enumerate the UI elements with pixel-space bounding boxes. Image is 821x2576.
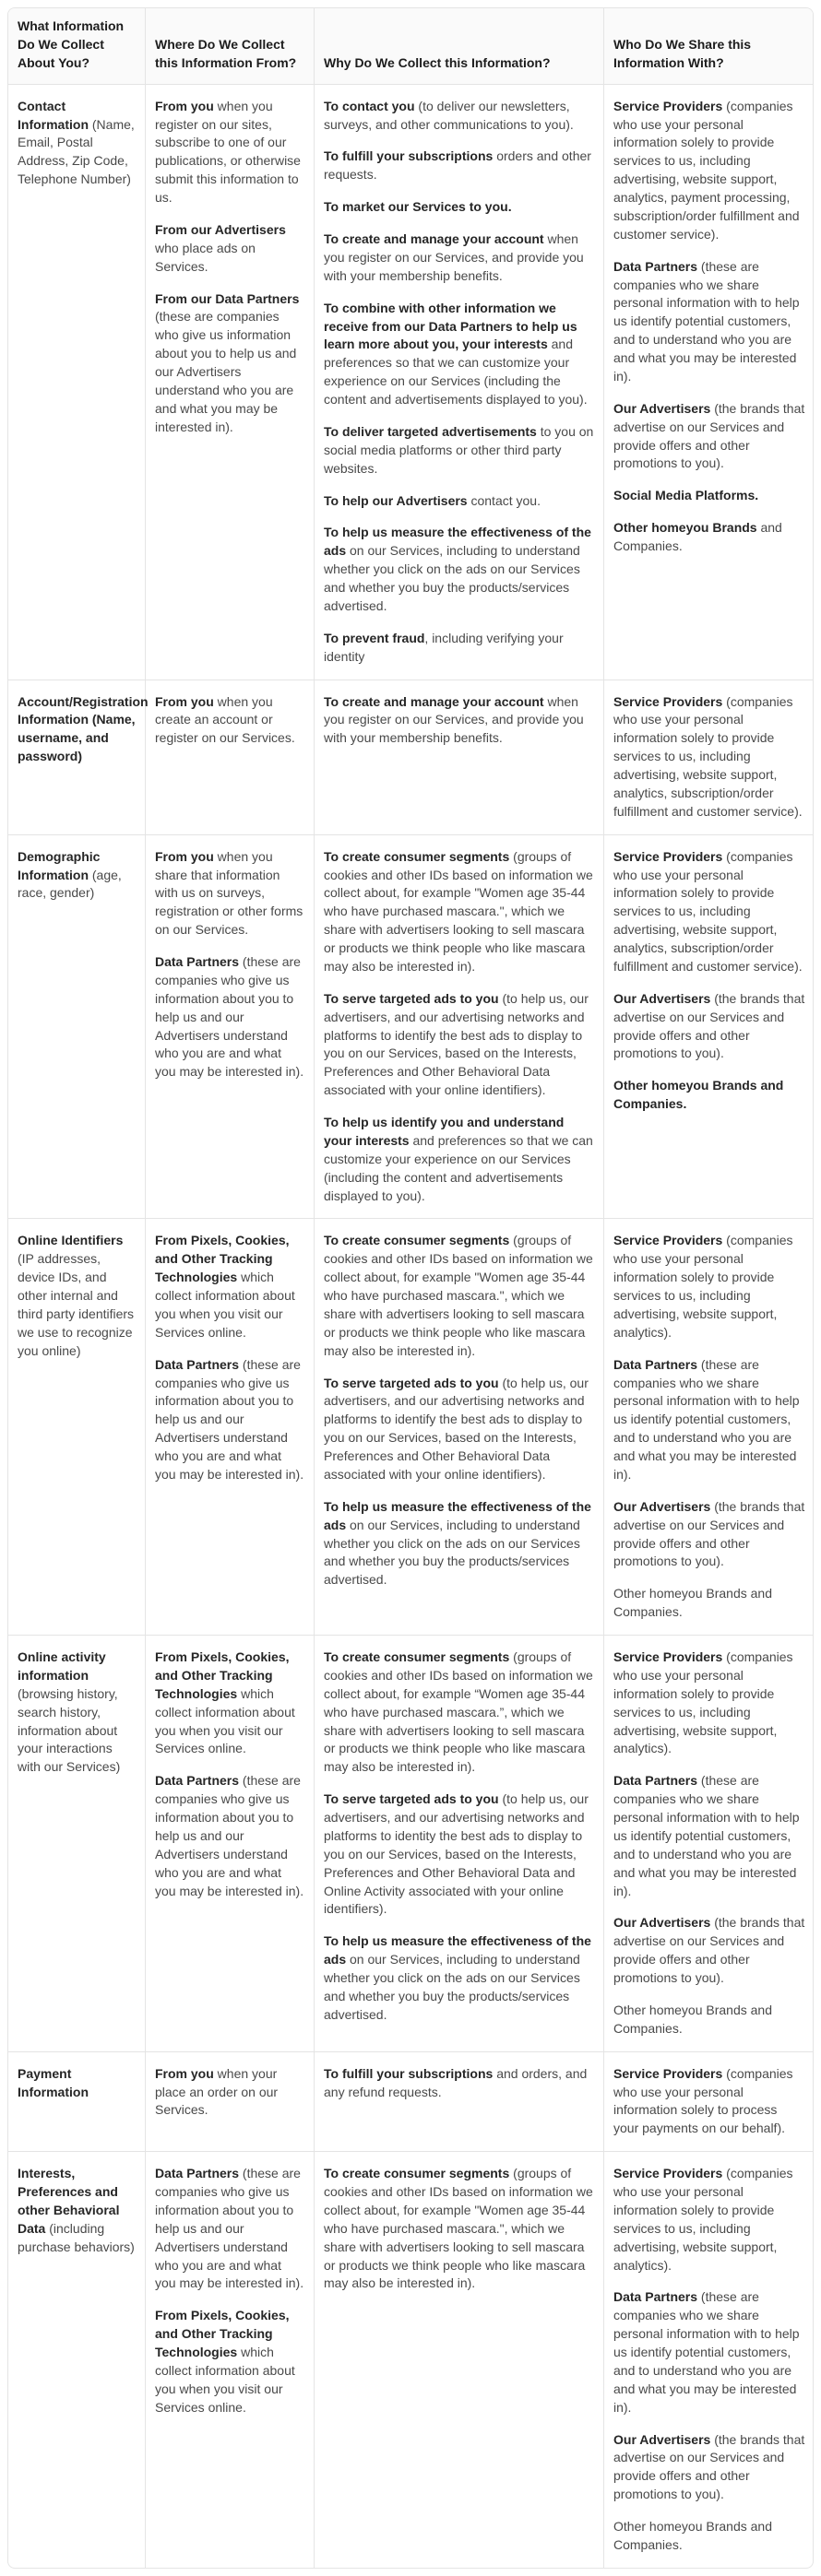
bold-text: Data Partners bbox=[613, 258, 698, 274]
paragraph: Service Providers (companies who use your personal information solely to provide services to us, including advertising, website support, analytics, subscription/order fulfillment and customer service). bbox=[613, 693, 803, 819]
bold-text: Social Media Platforms. bbox=[613, 488, 759, 503]
paragraph: Online Identifiers (IP addresses, device IDs, and other internal and third party identifiers we use to recognize you online) bbox=[18, 1233, 135, 1358]
bold-text: Other homeyou Brands and Companies. bbox=[613, 1078, 784, 1112]
bold-text: Data Partners bbox=[613, 1773, 698, 1789]
table-row bbox=[8, 680, 814, 835]
table-row bbox=[8, 85, 814, 680]
paragraph: To help us measure the effectiveness of the ads on our Services, including to understand whether you click on the ads on our Services and whether you buy the products/services advertised. bbox=[324, 525, 591, 613]
cell-why bbox=[314, 1219, 603, 1636]
paragraph: From you when you register on our sites, subscribe to one of our publications, or otherwise submit this information to us. bbox=[155, 98, 301, 205]
paragraph: Other homeyou Brands and Companies. bbox=[613, 1586, 772, 1620]
paragraph: To create and manage your account when you register on our Services, and provide you with your membership benefits. bbox=[324, 693, 584, 746]
cell-where bbox=[145, 2052, 314, 2153]
bold-text: From our Advertisers bbox=[155, 221, 286, 237]
bold-text: Data Partners bbox=[613, 1356, 698, 1372]
cell-why bbox=[314, 85, 603, 680]
bold-text: To fulfill your subscriptions bbox=[324, 2065, 494, 2081]
cell-why bbox=[314, 680, 603, 835]
cell-what bbox=[8, 2052, 145, 2153]
bold-text: Data Partners bbox=[155, 1356, 240, 1372]
paragraph: To create consumer segments (groups of cookies and other IDs based on information we collect about, for example "Women age 35-44 who have purchased mascara.", which we share with advertisers looking to sell mascara or products we think people who like mascara may also be interested in). bbox=[324, 2166, 593, 2291]
cell-where bbox=[145, 1636, 314, 2052]
bold-text: From Pixels, Cookies, and Other Tracking Technologies bbox=[155, 2308, 290, 2359]
bold-text: To fulfill your subscriptions bbox=[324, 148, 494, 164]
paragraph: Other homeyou Brands and Companies. bbox=[613, 2002, 772, 2036]
bold-text: To create consumer segments bbox=[324, 1649, 510, 1664]
header-where: Where Do We Collect this Information From? bbox=[145, 8, 314, 85]
cell-who bbox=[603, 835, 814, 1220]
cell-who bbox=[603, 2052, 814, 2153]
bold-text: To help us measure the effectiveness of the ads bbox=[324, 525, 591, 559]
paragraph: Demographic Information (age, race, gender) bbox=[18, 848, 122, 901]
cell-what bbox=[8, 680, 149, 835]
header-who: Who Do We Share this Information With? bbox=[603, 8, 814, 85]
paragraph: Service Providers (companies who use your personal information solely to provide services to us, including advertising, website support, analytics). bbox=[613, 1649, 793, 1756]
bold-text: To help us measure the effectiveness of the ads bbox=[324, 1498, 591, 1532]
paragraph: To create consumer segments (groups of cookies and other IDs based on information we collect about, for example "Women age 35-44 who have purchased mascara.", which we share with advertisers looking to sell mascara or products we think people who like mascara may also be interested in). bbox=[324, 848, 593, 974]
bold-text: Service Providers bbox=[613, 2166, 723, 2181]
paragraph bbox=[18, 2065, 136, 2102]
bold-text: From our Data Partners bbox=[155, 290, 300, 306]
bold-text: Data Partners bbox=[155, 2166, 240, 2181]
bold-text: To help our Advertisers bbox=[324, 492, 468, 508]
paragraph: To deliver targeted advertisements to you on social media platforms or other third party websites. bbox=[324, 423, 594, 476]
bold-text: Data Partners bbox=[155, 1773, 240, 1789]
bold-text: Online activity information bbox=[18, 1649, 106, 1683]
paragraph: To prevent fraud, including verifying your identity bbox=[324, 630, 564, 664]
bold-text: To serve targeted ads to you bbox=[324, 1375, 499, 1390]
bold-text: From you bbox=[155, 2065, 214, 2081]
paragraph: Data Partners (these are companies who give us information about you to help us and our Advertisers understand who you are and what you may be interested in). bbox=[155, 1773, 304, 1898]
paragraph: Data Partners (these are companies who we share personal information with to help us identify potential customers, and to understand who you are and what you may be interested in). bbox=[613, 1773, 800, 1898]
paragraph: To create and manage your account when you register on our Services, and provide you with your membership benefits. bbox=[324, 231, 584, 283]
bold-text: To deliver targeted advertisements bbox=[324, 423, 537, 439]
table-row bbox=[8, 2052, 814, 2153]
bold-text: Data Partners bbox=[613, 2289, 698, 2305]
cell-who bbox=[603, 1219, 814, 1636]
cell-who bbox=[603, 85, 814, 680]
paragraph: Other homeyou Brands and Companies. bbox=[613, 520, 782, 553]
paragraph: To serve targeted ads to you (to help us, our advertisers, and our advertising networks and platforms to identity the best ads to display to you on our Services, based on the Interests, Preferences and Other Behavioral Data and Online Activity associated with your online identifiers). bbox=[324, 1791, 589, 1917]
bold-text: To help us identify you and understand your interests bbox=[324, 1115, 565, 1148]
paragraph: Interests, Preferences and other Behavioral Data (including purchase behaviors) bbox=[18, 2166, 135, 2254]
paragraph: Data Partners (these are companies who give us information about you to help us and our Advertisers understand who you are and what you may be interested in). bbox=[155, 2166, 304, 2291]
cell-what bbox=[8, 835, 145, 1220]
bold-text: Service Providers bbox=[613, 2065, 723, 2081]
bold-text: To create consumer segments bbox=[324, 2166, 510, 2181]
cell-who bbox=[603, 1636, 814, 2052]
bold-text: From you bbox=[155, 848, 214, 864]
paragraph: Service Providers (companies who use your personal information solely to provide services to us, including advertising, website support, analytics, payment processing, subscription/order fulfillment and customer service). bbox=[613, 98, 800, 242]
paragraph: From our Advertisers who place ads on Services. bbox=[155, 221, 286, 274]
header-why: Why Do We Collect this Information? bbox=[314, 8, 603, 85]
paragraph: To create consumer segments (groups of cookies and other IDs based on information we collect about, for example “Women age 35-44 who have purchased mascara.”, which we share with advertisers looking to sell mascara or products we think people who like mascara may also be interested in). bbox=[324, 1649, 593, 1775]
paragraph bbox=[613, 1077, 805, 1114]
paragraph: Our Advertisers (the brands that advertise on our Services and provide offers and other promotions to you). bbox=[613, 2431, 805, 2502]
bold-text: Other homeyou Brands bbox=[613, 520, 757, 536]
paragraph bbox=[18, 693, 149, 767]
bold-text: To create consumer segments bbox=[324, 848, 510, 864]
bold-text: Our Advertisers bbox=[613, 2431, 711, 2447]
header-row bbox=[8, 8, 814, 85]
cell-where bbox=[145, 835, 314, 1220]
cell-who bbox=[603, 680, 814, 835]
bold-text: To create consumer segments bbox=[324, 1233, 510, 1248]
cell-who bbox=[603, 2152, 814, 2568]
bold-text: From you bbox=[155, 693, 214, 709]
bold-text: Account/Registration Information (Name, username, and password) bbox=[18, 693, 149, 764]
paragraph: Data Partners (these are companies who give us information about you to help us and our Advertisers understand who you are and what you may be interested in). bbox=[155, 954, 304, 1080]
cell-what bbox=[8, 1219, 145, 1636]
paragraph: To help us measure the effectiveness of the ads on our Services, including to understand whether you click on the ads on our Services and whether you buy the products/services advertised. bbox=[324, 1498, 591, 1588]
paragraph: To contact you (to deliver our newsletters, surveys, and other communications to you). bbox=[324, 98, 574, 132]
paragraph: Our Advertisers (the brands that advertise on our Services and provide offers and other promotions to you). bbox=[613, 990, 805, 1061]
cell-why bbox=[314, 2052, 603, 2153]
bold-text: Our Advertisers bbox=[613, 1498, 711, 1514]
table-row bbox=[8, 2152, 814, 2568]
privacy-table-card bbox=[7, 7, 814, 2569]
bold-text: Interests, Preferences and other Behavioral Data bbox=[18, 2166, 120, 2236]
paragraph: To serve targeted ads to you (to help us, our advertisers, and our advertising networks and platforms to identify the best ads to display to you on our Services, based on the Interests, Preferences and Other Behavioral Data associated with your online identifiers). bbox=[324, 1375, 589, 1482]
paragraph: To help us identify you and understand your interests and preferences so that we can customize your experience on our Services (including the content and advertisements displayed to you). bbox=[324, 1115, 593, 1203]
paragraph: Our Advertisers (the brands that advertise on our Services and provide offers and other promotions to you). bbox=[613, 1498, 805, 1569]
paragraph: To help our Advertisers contact you. bbox=[324, 492, 541, 508]
bold-text: To contact you bbox=[324, 98, 415, 113]
table-row bbox=[8, 1219, 814, 1636]
bold-text: Online Identifiers bbox=[18, 1233, 124, 1248]
cell-where bbox=[145, 2152, 314, 2568]
paragraph: From you when you create an account or register on our Services. bbox=[155, 693, 295, 746]
paragraph: From our Data Partners (these are companies who give us information about you to help us and our Advertisers understand who you are and what you may be interested in). bbox=[155, 290, 300, 434]
paragraph bbox=[324, 198, 594, 217]
bold-text: Service Providers bbox=[613, 1649, 723, 1664]
bold-text: Service Providers bbox=[613, 98, 723, 113]
bold-text: Demographic Information bbox=[18, 848, 101, 882]
paragraph: Our Advertisers (the brands that advertise on our Services and provide offers and other promotions to you). bbox=[613, 400, 805, 471]
paragraph: Other homeyou Brands and Companies. bbox=[613, 2519, 772, 2552]
bold-text: Service Providers bbox=[613, 848, 723, 864]
bold-text: Service Providers bbox=[613, 1233, 723, 1248]
paragraph: Service Providers (companies who use your personal information solely to process your payments on our behalf). bbox=[613, 2065, 793, 2136]
paragraph: To fulfill your subscriptions and orders, and any refund requests. bbox=[324, 2065, 588, 2099]
cell-why bbox=[314, 2152, 603, 2568]
paragraph: Data Partners (these are companies who we share personal information with to help us identify potential customers, and to understand who you are and what you may be interested in). bbox=[613, 1356, 800, 1482]
paragraph: Our Advertisers (the brands that advertise on our Services and provide offers and other promotions to you). bbox=[613, 1915, 805, 1985]
paragraph: To help us measure the effectiveness of the ads on our Services, including to understand whether you click on the ads on our Services and whether you buy the products/services advertised. bbox=[324, 1933, 591, 2022]
paragraph: Service Providers (companies who use your personal information solely to provide services to us, including advertising, website support, analytics). bbox=[613, 1233, 793, 1340]
cell-where bbox=[145, 1219, 314, 1636]
cell-what bbox=[8, 2152, 145, 2568]
table-header bbox=[8, 8, 814, 85]
bold-text: Our Advertisers bbox=[613, 990, 711, 1006]
bold-text: Our Advertisers bbox=[613, 400, 711, 416]
paragraph: To serve targeted ads to you (to help us, our advertisers, and our advertising networks and platforms to identify the best ads to display to you on our Services, based on the Interests, Preferences and Other Behavioral Data associated with your online identifiers). bbox=[324, 990, 589, 1098]
header-what: What Information Do We Collect About You? bbox=[8, 8, 145, 85]
bold-text: Data Partners bbox=[155, 954, 240, 969]
bold-text: To create and manage your account bbox=[324, 693, 544, 709]
paragraph: To combine with other information we receive from our Data Partners to help us learn more about you, your interests and preferences so that we can customize your experience on our Services (including the content and advertisements displayed to you). bbox=[324, 300, 588, 407]
bold-text: To help us measure the effectiveness of the ads bbox=[324, 1933, 591, 1967]
paragraph: From Pixels, Cookies, and Other Tracking Technologies which collect information about you when you visit our Services online. bbox=[155, 2308, 295, 2415]
bold-text: To market our Services to you. bbox=[324, 199, 512, 215]
paragraph: Data Partners (these are companies who we share personal information with to help us identify potential customers, and to understand who you are and what you may be interested in). bbox=[613, 2289, 800, 2415]
bold-text: Service Providers bbox=[613, 693, 723, 709]
paragraph: From Pixels, Cookies, and Other Tracking Technologies which collect information about you when you visit our Services online. bbox=[155, 1233, 295, 1340]
cell-where bbox=[145, 85, 314, 680]
cell-what bbox=[8, 85, 145, 680]
cell-where bbox=[145, 680, 314, 835]
paragraph bbox=[613, 487, 805, 505]
bold-text: To serve targeted ads to you bbox=[324, 1791, 499, 1807]
bold-text: To create and manage your account bbox=[324, 231, 544, 246]
paragraph: To fulfill your subscriptions orders and other requests. bbox=[324, 148, 591, 183]
bold-text: From Pixels, Cookies, and Other Tracking Technologies bbox=[155, 1233, 290, 1285]
paragraph: From you when your place an order on our Services. bbox=[155, 2065, 279, 2118]
bold-text: To serve targeted ads to you bbox=[324, 990, 499, 1006]
cell-what bbox=[8, 1636, 145, 2052]
bold-text: To prevent fraud bbox=[324, 630, 425, 645]
bold-text: Contact Information bbox=[18, 98, 89, 132]
bold-text: To combine with other information we receive from our Data Partners to help us learn more about you, your interests bbox=[324, 300, 577, 352]
paragraph: Online activity information (browsing history, search history, information about your interactions with our Services) bbox=[18, 1649, 121, 1775]
table-row bbox=[8, 1636, 814, 2052]
paragraph: From you when you share that information with us on surveys, registration or other forms on our Services. bbox=[155, 848, 303, 938]
table-row bbox=[8, 835, 814, 1220]
paragraph: Data Partners (these are companies who we share personal information with to help us identify potential customers, and to understand who you are and what you may be interested in). bbox=[613, 258, 800, 384]
paragraph: Service Providers (companies who use your personal information solely to provide services to us, including advertising, website support, analytics). bbox=[613, 2166, 793, 2273]
privacy-collection-table bbox=[8, 8, 814, 2568]
cell-why bbox=[314, 1636, 603, 2052]
cell-why bbox=[314, 835, 603, 1220]
paragraph: Data Partners (these are companies who give us information about you to help us and our Advertisers understand who you are and what you may be interested in). bbox=[155, 1356, 304, 1482]
bold-text: Our Advertisers bbox=[613, 1915, 711, 1931]
bold-text: From Pixels, Cookies, and Other Tracking Technologies bbox=[155, 1649, 290, 1701]
table-body bbox=[8, 85, 814, 2568]
paragraph: From Pixels, Cookies, and Other Tracking Technologies which collect information about you when you visit our Services online. bbox=[155, 1649, 295, 1756]
bold-text: From you bbox=[155, 98, 214, 113]
paragraph: Service Providers (companies who use your personal information solely to provide services to us, including advertising, website support, analytics, subscription/order fulfillment and customer service). bbox=[613, 848, 803, 974]
paragraph: Contact Information (Name, Email, Postal Address, Zip Code, Telephone Number) bbox=[18, 98, 135, 187]
bold-text: Payment Information bbox=[18, 2065, 89, 2099]
paragraph: To create consumer segments (groups of cookies and other IDs based on information we collect about, for example "Women age 35-44 who have purchased mascara.", which we share with advertisers looking to sell mascara or products we think people who like mascara may also be interested in). bbox=[324, 1233, 593, 1358]
